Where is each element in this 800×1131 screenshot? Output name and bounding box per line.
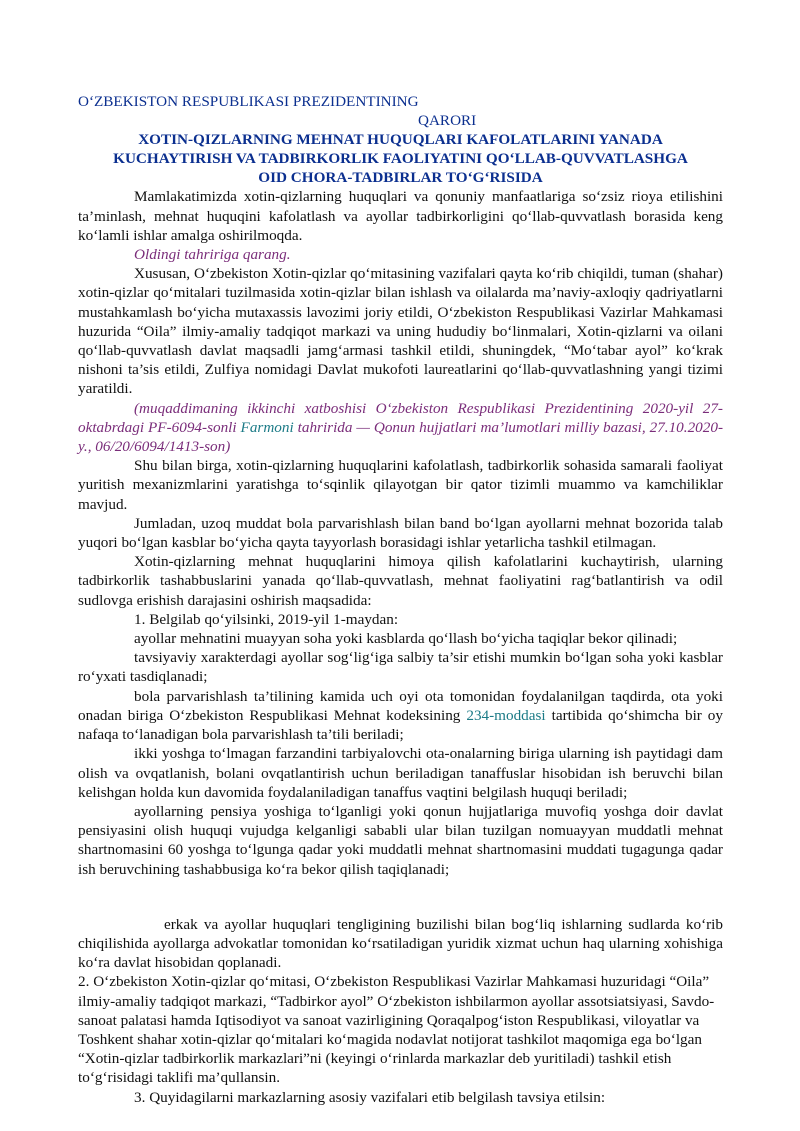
paragraph-problems: Shu bilan birga, xotin-qizlarning huquqlarini kafolatlash, tadbirkorlik sohasida samarali faoliyat yuritish mexanizmlarini yaratishga to‘sqinlik qilayotgan bir qator tizimli muammo va kamchiliklar mavjud. bbox=[78, 457, 723, 513]
item-1-bullet-3-text-b: tartibida qo‘shimcha bir oy nafaqa to‘lanadigan bola parvarishlash ta’tili beriladi; bbox=[78, 706, 723, 744]
item-1-bullet-5: ayollarning pensiya yoshiga to‘lganligi yoki qonun hujjatlariga muvofiq yoshga doir davlat pensiyasini olish huquqi vujudga kelganligi sababli ular bilan tuzilgan nomuayyan muddatli mehnat shartnomasini 60 yoshga to‘lgunga qadar yoki muddatli mehnat shartnomasini muddati tugagunga qadar ish beruvchining tashabbusiga ko‘ra bekor qilish taqiqlanadi; bbox=[78, 802, 723, 878]
document-type: QARORI bbox=[418, 112, 477, 130]
item-1-heading: 1. Belgilab qo‘yilsinki, 2019-yil 1-maydan: bbox=[134, 610, 399, 628]
item-3: 3. Quyidagilarni markazlarning asosiy vazifalari etib belgilash tavsiya etilsin: bbox=[134, 1088, 606, 1106]
paragraph-retraining: Jumladan, uzoq muddat bola parvarishlash bilan band bo‘lgan ayollarni mehnat bozorida talab yuqori bo‘lgan kasblar bo‘yicha qayta tayyorlash borasidagi ishlar yetarlicha tashkil etilmagan. bbox=[78, 514, 723, 552]
decree-link[interactable]: Farmoni bbox=[240, 418, 294, 436]
paragraph-purpose: Xotin-qizlarning mehnat huquqlarini himoya qilish kafolatlarini kuchaytirish, ularning tadbirkorlik tashabbuslarini yanada qo‘llab-quvvatlash, mehnat faoliyatini rag‘batlantirish va odil sudlovga erishish darajasini oshirish maqsadida: bbox=[78, 553, 723, 609]
amendment-note-text-a: (muqaddimaning ikkinchi xatboshisi O‘zbekiston Respublikasi Prezidentining 2020-yil 27-oktabrdagi PF-6094-sonli bbox=[78, 399, 723, 436]
amendment-note-text-b: tahririda — Qonun hujjatlari ma’lumotlari milliy bazasi, 27.10.2020-y., 06/20/6094/1413-son) bbox=[78, 418, 724, 456]
item-1-bullet-2: tavsiyaviy xarakterdagi ayollar sog‘lig‘iga salbiy ta’sir etishi mumkin bo‘lgan soha yoki kasblar ro‘yxati tasdiqlanadi; bbox=[78, 649, 723, 686]
previous-edition-link[interactable]: Oldingi tahririga qarang. bbox=[134, 246, 291, 264]
document-page bbox=[78, 92, 723, 1107]
title-line-3: OID CHORA-TADBIRLAR TO‘G‘RISIDA bbox=[258, 169, 543, 187]
paragraph-intro: Mamlakatimizda xotin-qizlarning huquqlari va qonuniy manfaatlariga so‘zsiz rioya etilishini ta’minlash, mehnat huquqini kafolatlash va ayollar tadbirkorligini qo‘llab-quvvatlash borasida keng ko‘lamli ishlar amalga oshirilmoqda. bbox=[78, 188, 723, 244]
item-1-bullet-3-text-a: bola parvarishlash ta’tilining kamida uch oyi ota tomonidan foydalanilgan taqdirda, ota yoki onadan biriga O‘zbekiston Respublikasi Mehnat kodeksining bbox=[78, 687, 723, 724]
title-line-2: KUCHAYTIRISH VA TADBIRKORLIK FAOLIYATINI QO‘LLAB-QUVVATLASHGA bbox=[113, 150, 688, 168]
blank-gap bbox=[78, 879, 723, 915]
issuer-heading: O‘ZBEKISTON RESPUBLIKASI PREZIDENTINING bbox=[78, 93, 419, 110]
item-1-bullet-3 bbox=[78, 687, 723, 745]
title-line-1: XOTIN-QIZLARNING MEHNAT HUQUQLARI KAFOLATLARINI YANADA bbox=[138, 131, 663, 149]
item-1-bullet-4: ikki yoshga to‘lmagan farzandini tarbiyalovchi ota-onalarning biriga ularning ish paytidagi dam olish va ovqatlanish, bolani ovqatlantirish uchun beriladigan tanaffuslar hisobidan ish beruvchi bilan kelishgan holda kun davomida foydalaniladigan tanaffus vaqtini belgilash huquqi beriladi; bbox=[78, 745, 723, 801]
item-2: 2. O‘zbekiston Xotin-qizlar qo‘mitasi, O‘zbekiston Respublikasi Vazirlar Mahkamasi huzuridagi “Oila” ilmiy-amaliy tadqiqot markazi, “Tadbirkor ayol” O‘zbekiston ishbilarmon ayollar assotsiatsiyasi, Savdo-sanoat palatasi hamda Iqtisodiyot va sanoat vazirligining Qoraqalpog‘iston Respublikasi, viloyatlar va Toshkent shahar xotin-qizlar qo‘mitalari ko‘magida nodavlat notijorat tashkilot maqomiga ega bo‘lgan “Xotin-qizlar tadbirkorlik markazlari”ni (keyingi o‘rinlarda markazlar deb yuritiladi) tashkil etish to‘g‘risidagi taklifi ma’qullansin. bbox=[78, 973, 715, 1087]
document-title bbox=[78, 130, 723, 187]
item-1-bullet-1: ayollar mehnatini muayyan soha yoki kasblarda qo‘llash bo‘yicha taqiqlar bekor qilinadi; bbox=[134, 630, 678, 648]
amendment-note bbox=[78, 399, 723, 457]
paragraph-measures: Xususan, O‘zbekiston Xotin-qizlar qo‘mitasining vazifalari qayta ko‘rib chiqildi, tuman (shahar) xotin-qizlar qo‘mitalari tuzilmasida xotin-qizlar bilan ishlash va oilalarda ma’naviy-axloqiy qadriyatlarni mustahkamlash bo‘yicha mutaxassis lavozimi joriy etildi, O‘zbekiston Respublikasi Vazirlar Mahkamasi huzurida “Oila” ilmiy-amaliy tadqiqot markazi va uning hududiy bo‘linmalari, Xotin-qizlarni va oilani qo‘llab-quvvatlash davlat maqsadli jamg‘armasi tashkil etildi, shuningdek, “Mo‘tabar ayol” ko‘krak nishoni ta’sis etildi, Zulfiya nomidagi Davlat mukofoti laureatlarini qo‘llab-quvvatlashning yangi tizimi yaratildi. bbox=[78, 265, 723, 398]
item-1-bullet-6: erkak va ayollar huquqlari tengligining buzilishi bilan bog‘liq ishlarning sudlarda ko‘rib chiqilishida ayollarga advokatlar tomonidan ko‘rsatiladigan yuridik xizmat uchun haq ularning xohishiga ko‘ra davlat hisobidan qoplanadi. bbox=[78, 915, 723, 972]
article-234-link[interactable]: 234-moddasi bbox=[466, 706, 546, 724]
